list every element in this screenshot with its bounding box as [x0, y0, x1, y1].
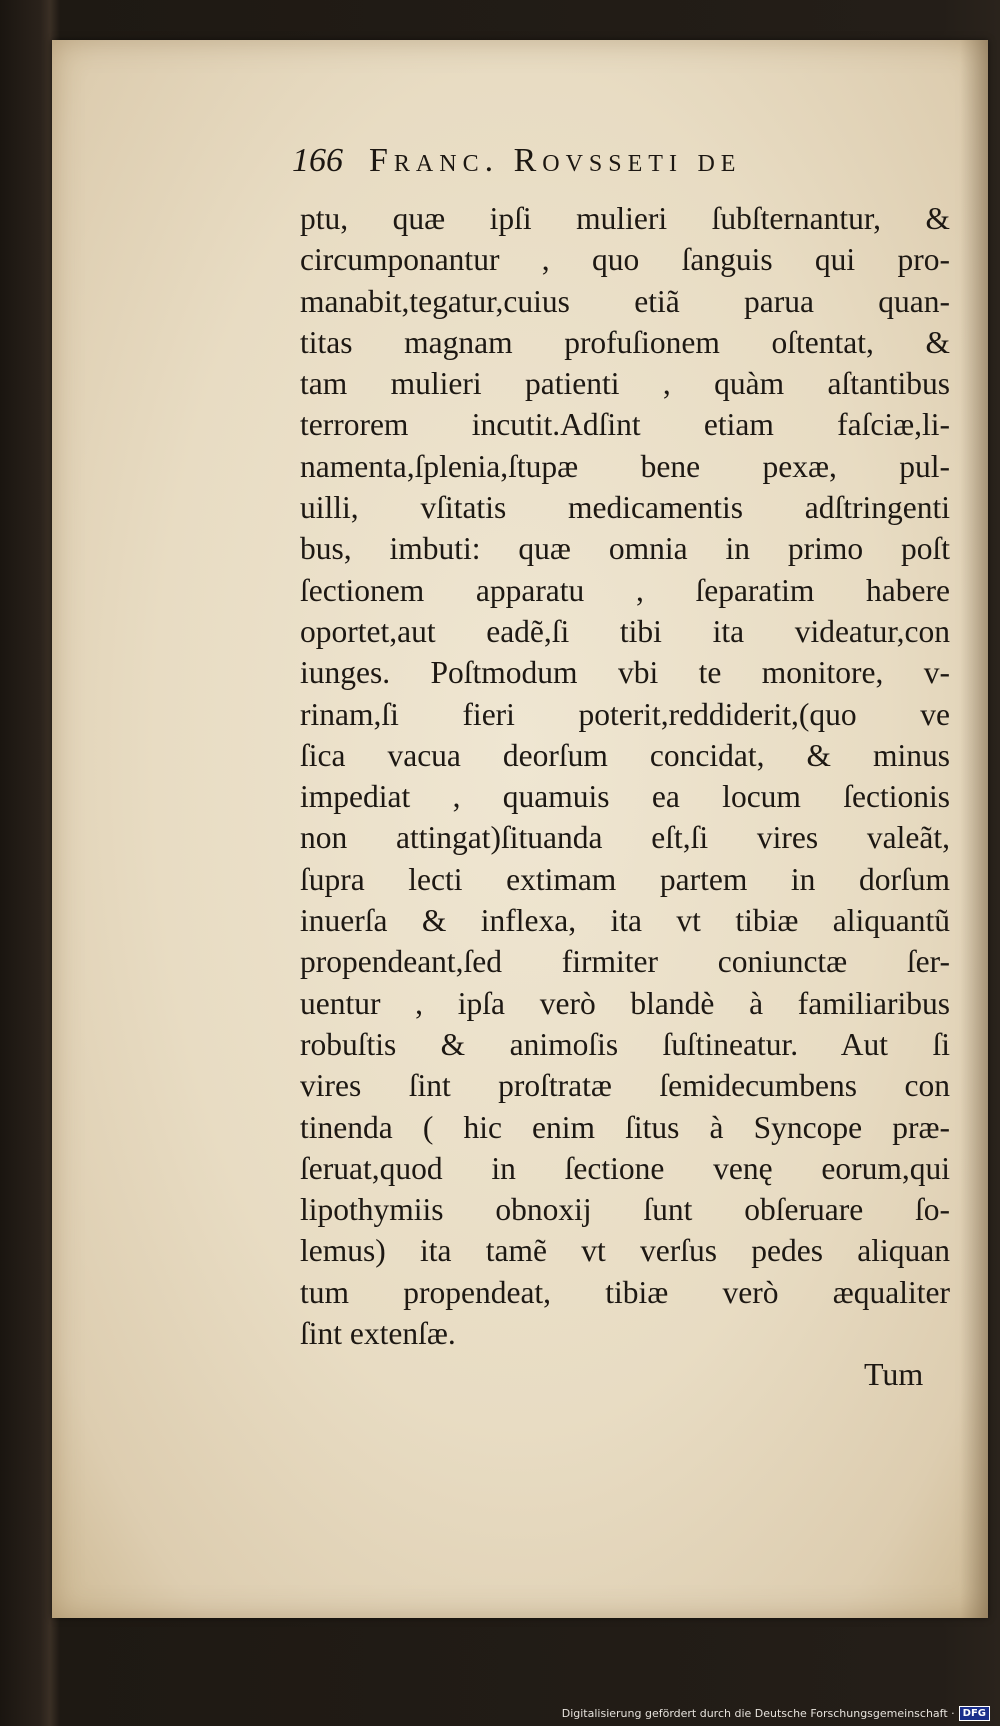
digitization-credit — [562, 1706, 990, 1721]
body-text — [300, 198, 950, 1354]
text-line: circumponantur , quo ſanguis qui pro- — [300, 242, 950, 278]
text-line: ſica vacua deorſum concidat, & minus — [300, 737, 950, 773]
text-line: non attingat)ſituanda eſt,ſi vires valeãt, — [300, 820, 950, 856]
text-line: vires ſint proſtratæ ſemidecumbens con — [300, 1068, 950, 1104]
text-line: tam mulieri patienti , quàm aſtantibus — [300, 366, 950, 402]
text-line: terrorem incutit.Adſint etiam faſciæ,li- — [300, 407, 950, 443]
text-line: impediat , quamuis ea locum ſectionis — [300, 779, 950, 815]
text-line: ſectionem apparatu , ſeparatim habere — [300, 572, 950, 608]
text-line: ſint extenſæ. — [300, 1316, 456, 1352]
text-line: lipothymiis obnoxij ſunt obſeruare ſo- — [300, 1192, 950, 1228]
text-line: rinam,ſi fieri poterit,reddiderit,(quo ve — [300, 696, 950, 732]
text-line: namenta,ſplenia,ſtupæ bene pexæ, pul- — [300, 448, 950, 484]
text-line: ſeruat,quod in ſectione venę eorum,qui — [300, 1150, 950, 1186]
text-line: manabit,tegatur,cuius etiã parua quan- — [300, 283, 950, 319]
text-line: tum propendeat, tibiæ verò æqualiter — [300, 1274, 950, 1310]
text-line: titas magnam profuſionem oſtentat, & — [300, 324, 950, 360]
text-line: iunges. Poſtmodum vbi te monitore, v- — [300, 655, 950, 691]
text-line: lemus) ita tamẽ vt verſus pedes aliquan — [300, 1233, 950, 1269]
text-line: bus, imbuti: quæ omnia in primo poſt — [300, 531, 950, 567]
text-line: robuſtis & animoſis ſuſtineatur. Aut ſi — [300, 1026, 950, 1062]
text-line: ſupra lecti extimam partem in dorſum — [300, 861, 950, 897]
credit-text: Digitalisierung gefördert durch die Deutsche Forschungsgemeinschaft · — [561, 1707, 955, 1720]
catchword: Tum — [864, 1356, 924, 1392]
dfg-logo-icon: DFG — [959, 1706, 990, 1721]
text-line: oportet,aut eadẽ,ſi tibi ita videatur,con — [300, 613, 950, 649]
text-line: propendeant,ſed firmiter coniunctæ ſer- — [300, 944, 950, 980]
text-line: uilli, vſitatis medicamentis adſtringenti — [300, 490, 950, 526]
text-line: uentur , ipſa verò blandè à familiaribus — [300, 985, 950, 1021]
page-number: 166 — [292, 142, 343, 179]
running-title: Franc. Rovsseti de — [369, 142, 742, 179]
text-line: inuerſa & inflexa, ita vt tibiæ aliquantũ — [300, 903, 950, 939]
running-head — [292, 142, 741, 180]
text-line: ptu, quæ ipſi mulieri ſubſternantur, & — [300, 201, 950, 236]
text-line: tinenda ( hic enim ſitus à Syncope præ- — [300, 1109, 950, 1145]
